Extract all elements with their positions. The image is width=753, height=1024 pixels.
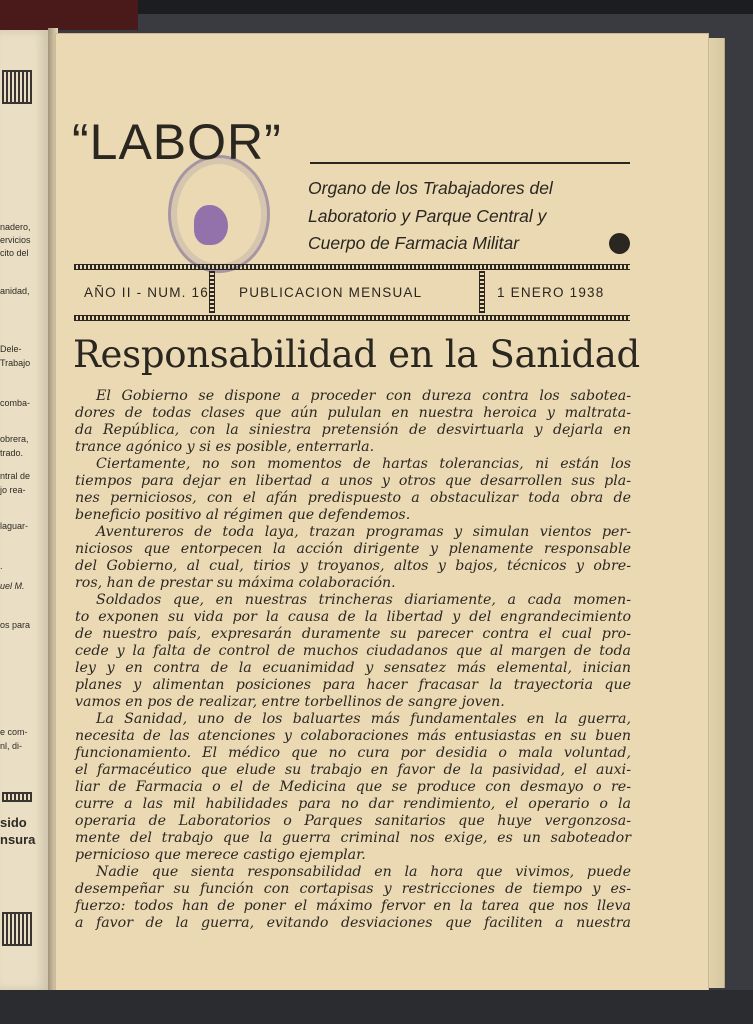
page-edge [708, 38, 725, 988]
left-fragment: obrera, [0, 434, 29, 444]
body-line: El Gobierno se dispone a proceder con dureza contra los sabotea- [96, 388, 631, 404]
body-line: Nadie que sienta responsabilidad en la hora que vivimos, puede [96, 864, 631, 880]
left-ornament-top [2, 70, 32, 104]
bottom-background [0, 990, 753, 1024]
left-ornament-mid [2, 792, 32, 802]
left-fragment: sido [0, 815, 27, 830]
body-line: ros, han de prestar su máxima colaboración. [75, 575, 396, 591]
left-fragment: uel M. [0, 581, 25, 591]
left-fragment: nl, di- [0, 741, 23, 751]
left-fragment: Trabajo [0, 358, 31, 368]
left-fragment: trado. [0, 448, 24, 458]
body-line: a favor de la guerra, evitando desviaciones que faciliten a nuestra [75, 915, 631, 931]
issue-date: 1 ENERO 1938 [497, 285, 605, 300]
body-line: del Gobierno, al cual, tirios y troyanos, altos y bajos, técnicos y obre- [75, 558, 631, 574]
article-headline: Responsabilidad en la Sanidad [73, 333, 640, 376]
left-fragment: comba- [0, 398, 31, 408]
body-line: niciosos que entorpecen la acción dirigente y plenamente responsable [75, 541, 631, 557]
dotted-rule-top [74, 264, 630, 270]
issue-frequency: PUBLICACION MENSUAL [239, 285, 423, 300]
body-line: pernicioso que merece castigo ejemplar. [75, 847, 366, 863]
left-fragment: ervicios [0, 235, 31, 245]
body-line: Soldados que, en nuestras trincheras diariamente, a cada momen- [96, 592, 631, 608]
left-fragment: nsura [0, 832, 36, 847]
left-fragment: anidad, [0, 286, 30, 296]
body-line: Aventureros de toda laya, trazan programas y simulan vientos per- [96, 524, 631, 540]
left-fragment: os para [0, 620, 31, 630]
body-line: La Sanidad, uno de los baluartes más fundamentales en la guerra, [96, 711, 631, 727]
stamp-ink-blot [194, 205, 228, 245]
body-line: curre a las mil habilidades para no dar rendimiento, el operario o la [75, 796, 631, 812]
body-line: trance agónico y si es posible, enterrarla. [75, 439, 375, 455]
left-ornament-bottom [2, 912, 32, 946]
left-fragment: jo rea- [0, 485, 26, 495]
left-fragment: e com- [0, 727, 28, 737]
body-line: cede y la falta de control de muchos ciudadanos que al margen de toda [75, 643, 631, 659]
body-line: ley y en contra de la ecuanimidad y sensatez más elemental, inician [75, 660, 631, 676]
body-line: necesita de las atenciones y colaboraciones más entusiastas en su buen [75, 728, 631, 744]
body-line: operaria de Laboratorios o Parques sanitarios que huye vergonzosa- [75, 813, 631, 829]
left-fragment: cito del [0, 248, 29, 258]
body-line: da República, con la siniestra pretensión de desvirtuarla y dejarla en [75, 422, 631, 438]
body-line: mente del trabajo que la guerra criminal nos exige, es un saboteador [75, 830, 631, 846]
body-line: de nuestro país, expresarán duramente su parecer contra el cual pro- [75, 626, 631, 642]
body-line: beneficio positivo al régimen que defendemos. [75, 507, 411, 523]
top-strip-binding [0, 0, 138, 30]
left-fragment: laguar- [0, 521, 29, 531]
dotted-rule-bottom [74, 315, 630, 321]
body-line: el farmacéutico que elude su trabajo en favor de la pasividad, el auxi- [75, 762, 631, 778]
masthead-title: “LABOR” [72, 114, 282, 170]
body-line: fuerzo: todos han de poner el máximo fervor en la tarea que nos lleva [75, 898, 631, 914]
body-line: to exponen su vida por la causa de la libertad y del engrandecimiento [75, 609, 631, 625]
body-line: nes perniciosos, con el afán predispuesto a obstaculizar toda obra de [75, 490, 631, 506]
left-fragment: ntral de [0, 471, 31, 481]
left-fragment: Dele- [0, 344, 22, 354]
body-line: desempeñar su función con cortapisas y restricciones de tiempo y es- [75, 881, 631, 897]
bullet-dot-icon [609, 233, 630, 254]
body-line: funcionamiento. El médico que no cura por desidia o mala voluntad, [75, 745, 631, 761]
left-fragment: nadero, [0, 222, 31, 232]
left-page [0, 30, 50, 990]
body-line: tiempos para dejar en libertad a unos y otros que desarrollen sus pla- [75, 473, 631, 489]
body-line: planes y alimentan posiciones para hacer fracasar la trayectoria que [75, 677, 631, 693]
left-fragment: . [0, 561, 3, 571]
masthead-subtitle-line: Organo de los Trabajadores del [308, 178, 553, 198]
dotted-separator [479, 271, 485, 313]
masthead-rule [310, 162, 630, 164]
masthead-subtitle-line: Laboratorio y Parque Central y [308, 206, 547, 226]
issue-number: AÑO II - NUM. 16 [84, 285, 209, 300]
body-line: dores de todas clases que aún pululan en nuestra heroica y maltrata- [75, 405, 631, 421]
masthead-subtitle-line: Cuerpo de Farmacia Militar [308, 233, 520, 253]
body-line: vamos en pos de realizar, entre torbellinos de sangre joven. [75, 694, 505, 710]
body-line: liar de Farmacia o el de Medicina que se produce con desmayo o re- [75, 779, 631, 795]
body-line: Ciertamente, no son momentos de hartas tolerancias, ni están los [96, 456, 631, 472]
dotted-separator [209, 271, 215, 313]
